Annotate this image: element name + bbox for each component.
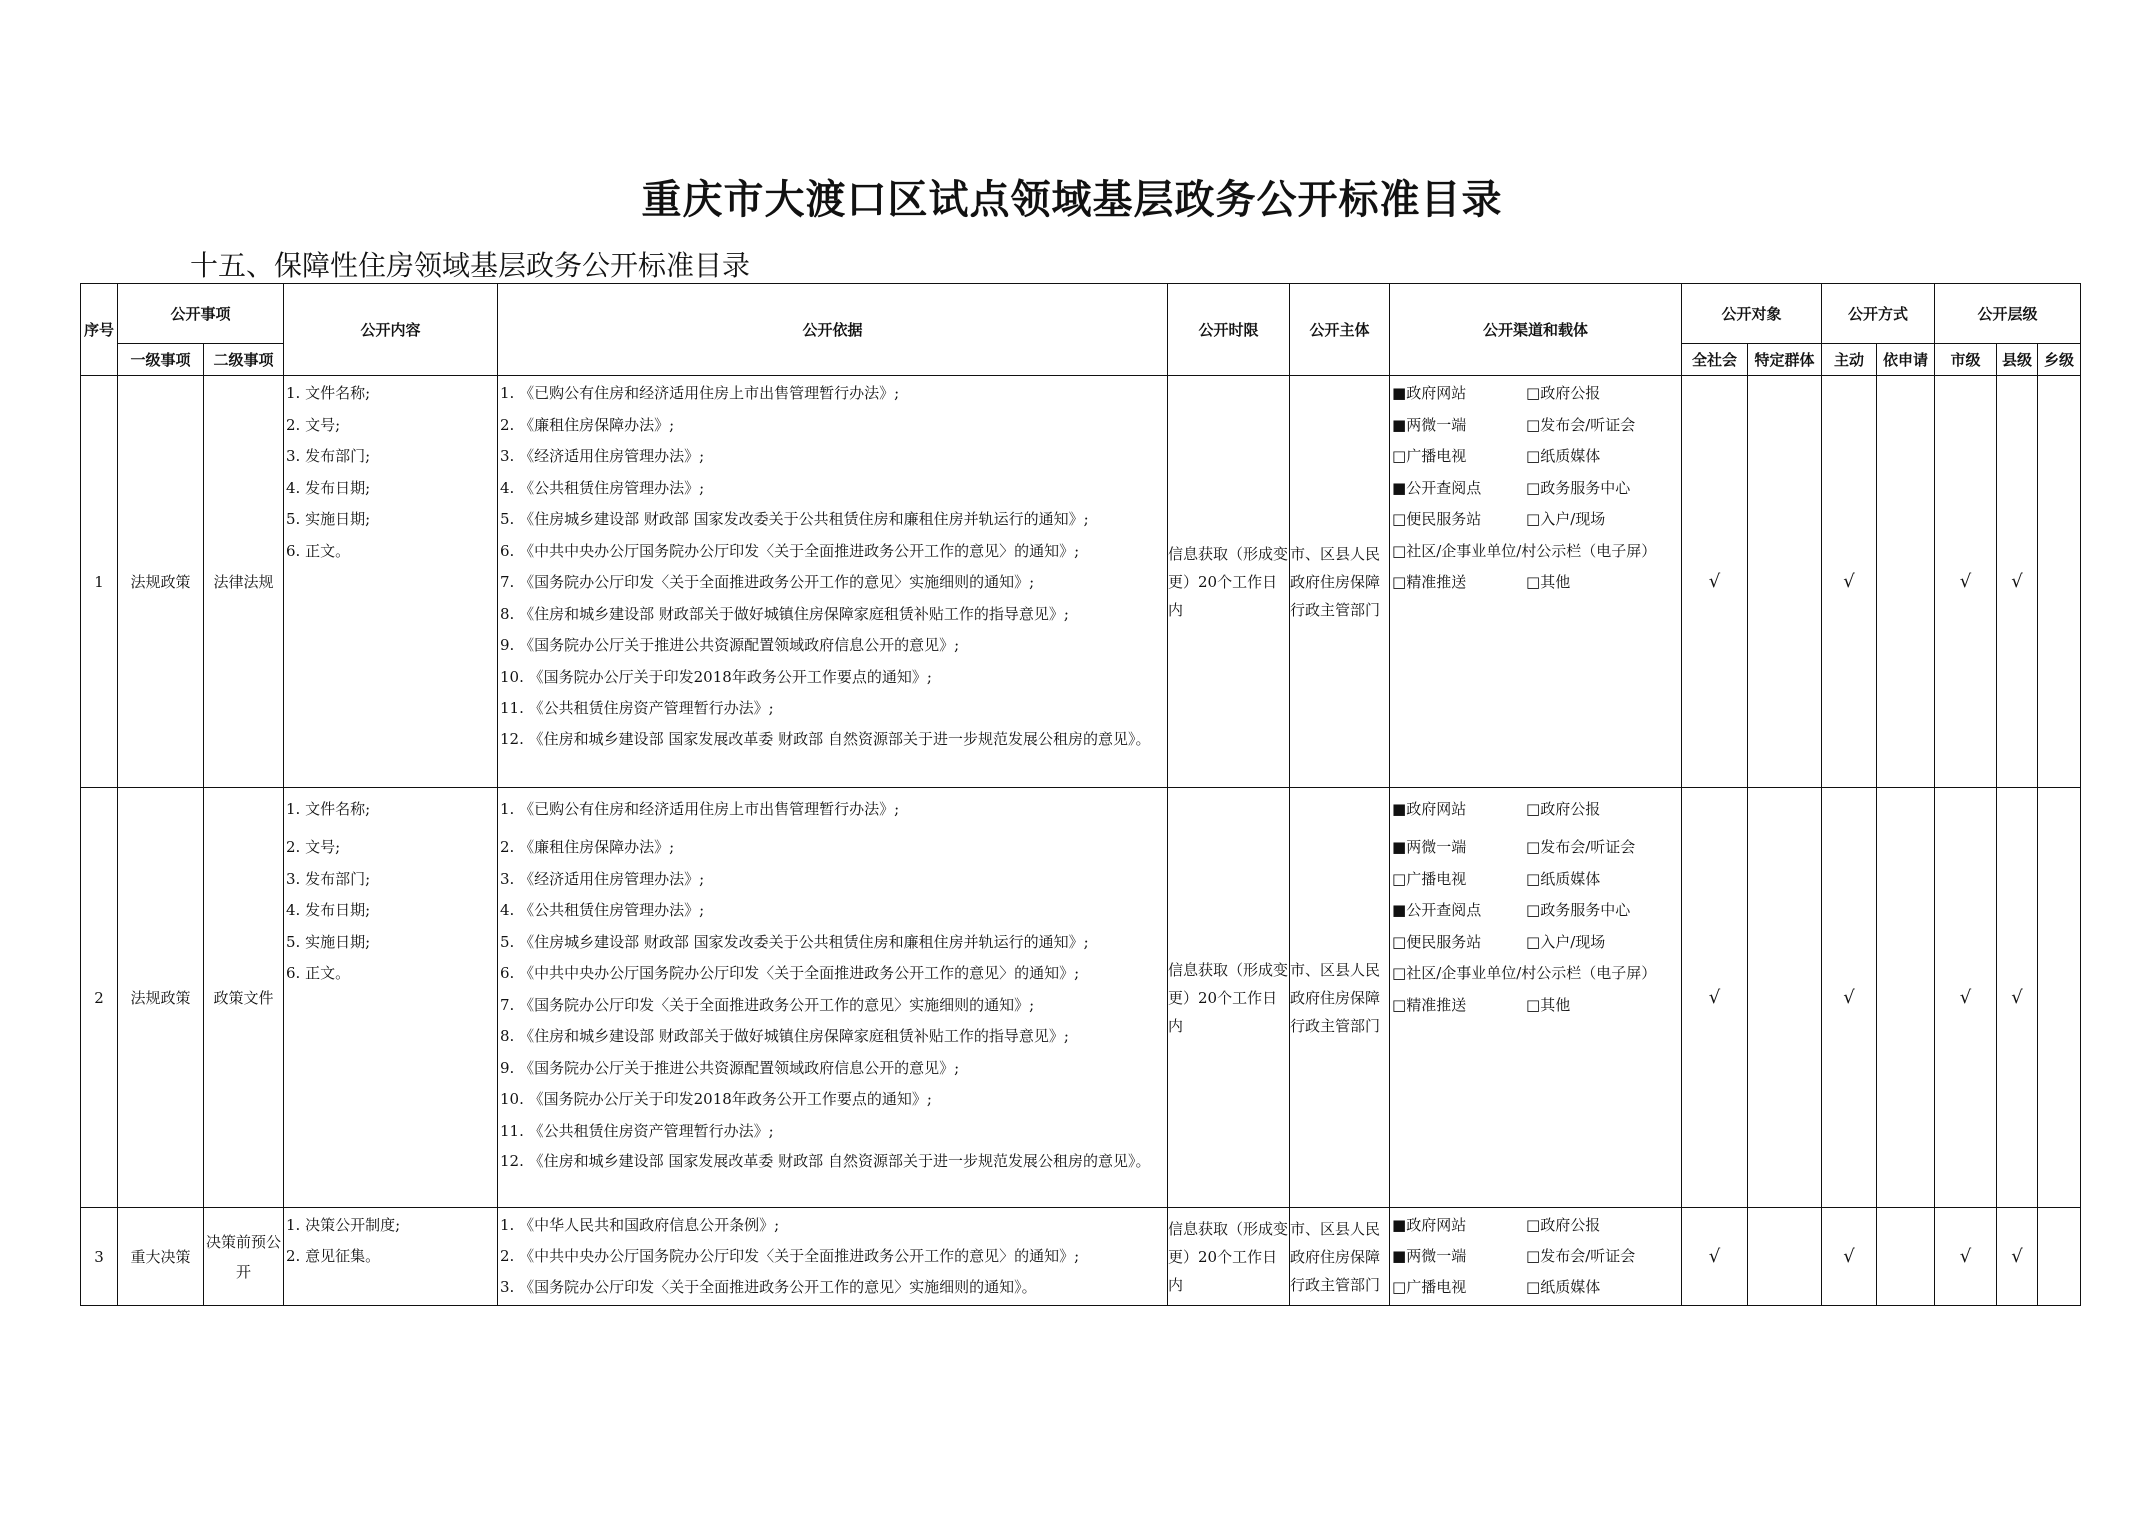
basis-item: 11. 《公共租赁住房资产管理暂行办法》; — [500, 1121, 774, 1140]
content-item: 2. 文号; — [286, 838, 341, 856]
header-basis: 公开依据 — [498, 284, 1168, 376]
basis-item: 3. 《经济适用住房管理办法》; — [500, 869, 705, 888]
basis-item: 2. 《廉租住房保障办法》; — [500, 838, 675, 856]
basis-item: 2. 《中共中央办公厅国务院办公厅印发〈关于全面推进政务公开工作的意见〉的通知》; — [500, 1247, 1080, 1265]
check-level-township — [2038, 1208, 2081, 1306]
channel-option: □便民服务站 — [1392, 932, 1482, 951]
row-subject: 市、区县人民政府住房保障行政主管部门 — [1290, 376, 1390, 788]
channel-option: ■两微一端 — [1392, 1247, 1467, 1265]
content-item: 3. 发布部门; — [286, 869, 371, 888]
header-level-township: 乡级 — [2038, 344, 2081, 376]
channel-option: ■政府网站 — [1392, 800, 1467, 818]
channel-option: □政务服务中心 — [1526, 478, 1631, 497]
basis-item: 8. 《住房和城乡建设部 财政部关于做好城镇住房保障家庭租赁补贴工作的指导意见》; — [500, 604, 1069, 623]
basis-item: 5. 《住房城乡建设部 财政部 国家发改委关于公共租赁住房和廉租住房并轨运行的通知》; — [500, 510, 1089, 528]
row-level2: 政策文件 — [204, 788, 284, 1208]
content-item: 6. 正文。 — [286, 964, 351, 982]
row-basis — [498, 376, 1168, 788]
basis-item: 4. 《公共租赁住房管理办法》; — [500, 901, 705, 919]
content-item: 1. 文件名称; — [286, 384, 371, 402]
check-level-township — [2038, 788, 2081, 1208]
header-channels: 公开渠道和载体 — [1390, 284, 1682, 376]
basis-item: 12. 《住房和城乡建设部 国家发展改革委 财政部 自然资源部关于进一步规范发展公租房的意见》。 — [500, 729, 1151, 748]
basis-item: 3. 《国务院办公厅印发〈关于全面推进政务公开工作的意见〉实施细则的通知》。 — [500, 1278, 1037, 1296]
basis-item: 9. 《国务院办公厅关于推进公共资源配置领域政府信息公开的意见》; — [500, 1058, 960, 1077]
channel-option: □广播电视 — [1392, 447, 1467, 465]
check-target-all: √ — [1682, 1208, 1748, 1306]
basis-item: 7. 《国务院办公厅印发〈关于全面推进政务公开工作的意见〉实施细则的通知》; — [500, 573, 1035, 591]
channel-option: □政府公报 — [1526, 800, 1601, 818]
row-channels — [1390, 1208, 1682, 1306]
catalog-table — [80, 283, 2081, 1306]
check-target-all: √ — [1682, 788, 1748, 1208]
channel-option: □入户/现场 — [1526, 932, 1606, 951]
content-item: 5. 实施日期; — [286, 510, 371, 528]
channel-option: □其他 — [1526, 995, 1571, 1014]
check-level-county: √ — [1997, 376, 2038, 788]
row-subject: 市、区县人民政府住房保障行政主管部门 — [1290, 1208, 1390, 1306]
header-method-apply: 依申请 — [1877, 344, 1935, 376]
header-content: 公开内容 — [284, 284, 498, 376]
row-level1: 法规政策 — [118, 376, 204, 788]
header-level: 公开层级 — [1935, 284, 2081, 344]
row-channels — [1390, 788, 1682, 1208]
basis-item: 1. 《中华人民共和国政府信息公开条例》; — [500, 1216, 780, 1234]
channel-option: □政府公报 — [1526, 384, 1601, 402]
basis-item: 11. 《公共租赁住房资产管理暂行办法》; — [500, 699, 774, 717]
row-seq: 2 — [81, 788, 118, 1208]
table-row — [81, 376, 2081, 788]
table-row — [81, 1208, 2081, 1306]
channel-option: ■两微一端 — [1392, 415, 1467, 434]
check-level-city: √ — [1935, 376, 1997, 788]
row-time-limit: 信息获取（形成变更）20个工作日内 — [1168, 376, 1290, 788]
basis-item: 1. 《已购公有住房和经济适用住房上市出售管理暂行办法》; — [500, 384, 900, 402]
check-method-apply — [1877, 1208, 1935, 1306]
row-content — [284, 788, 498, 1208]
channel-option: □发布会/听证会 — [1526, 838, 1636, 856]
check-method-active: √ — [1822, 788, 1877, 1208]
check-level-city: √ — [1935, 1208, 1997, 1306]
header-matter: 公开事项 — [118, 284, 284, 344]
check-method-active: √ — [1822, 376, 1877, 788]
basis-item: 4. 《公共租赁住房管理办法》; — [500, 478, 705, 497]
row-time-limit: 信息获取（形成变更）20个工作日内 — [1168, 1208, 1290, 1306]
row-level2: 法律法规 — [204, 376, 284, 788]
basis-item: 2. 《廉租住房保障办法》; — [500, 415, 675, 434]
channel-option: □其他 — [1526, 573, 1571, 591]
content-item: 1. 决策公开制度; — [286, 1216, 401, 1234]
row-basis — [498, 1208, 1168, 1306]
row-level1: 重大决策 — [118, 1208, 204, 1306]
check-level-county: √ — [1997, 788, 2038, 1208]
header-method-active: 主动 — [1822, 344, 1877, 376]
header-target: 公开对象 — [1682, 284, 1822, 344]
basis-item: 9. 《国务院办公厅关于推进公共资源配置领域政府信息公开的意见》; — [500, 636, 960, 654]
header-time-limit: 公开时限 — [1168, 284, 1290, 376]
header-level2: 二级事项 — [204, 344, 284, 376]
check-level-county: √ — [1997, 1208, 2038, 1306]
channel-option: □纸质媒体 — [1526, 447, 1601, 465]
check-target-specific — [1748, 1208, 1822, 1306]
channel-option: □精准推送 — [1392, 995, 1467, 1014]
basis-item: 7. 《国务院办公厅印发〈关于全面推进政务公开工作的意见〉实施细则的通知》; — [500, 995, 1035, 1014]
channel-option: □入户/现场 — [1526, 510, 1606, 528]
channel-option: ■公开查阅点 — [1392, 478, 1482, 497]
row-time-limit: 信息获取（形成变更）20个工作日内 — [1168, 788, 1290, 1208]
basis-item: 1. 《已购公有住房和经济适用住房上市出售管理暂行办法》; — [500, 800, 900, 818]
content-item: 5. 实施日期; — [286, 932, 371, 951]
check-level-township — [2038, 376, 2081, 788]
row-content — [284, 1208, 498, 1306]
content-item: 3. 发布部门; — [286, 447, 371, 465]
row-basis — [498, 788, 1168, 1208]
check-target-all: √ — [1682, 376, 1748, 788]
channel-option: □政府公报 — [1526, 1216, 1601, 1234]
section-title: 十五、保障性住房领域基层政务公开标准目录 — [190, 249, 751, 282]
check-method-apply — [1877, 788, 1935, 1208]
channel-option: ■公开查阅点 — [1392, 901, 1482, 919]
header-level1: 一级事项 — [118, 344, 204, 376]
basis-item: 10. 《国务院办公厅关于印发2018年政务公开工作要点的通知》; — [500, 1090, 932, 1108]
channel-option: ■政府网站 — [1392, 384, 1467, 402]
channel-option: □发布会/听证会 — [1526, 1247, 1636, 1265]
row-seq: 1 — [81, 376, 118, 788]
content-item: 4. 发布日期; — [286, 478, 371, 497]
channel-option: □社区/企事业单位/村公示栏（电子屏） — [1392, 541, 1657, 560]
header-target-all: 全社会 — [1682, 344, 1748, 376]
basis-item: 10. 《国务院办公厅关于印发2018年政务公开工作要点的通知》; — [500, 667, 932, 686]
basis-item: 6. 《中共中央办公厅国务院办公厅印发〈关于全面推进政务公开工作的意见〉的通知》; — [500, 541, 1080, 560]
check-target-specific — [1748, 376, 1822, 788]
document-title: 重庆市大渡口区试点领域基层政务公开标准目录 — [641, 176, 1503, 223]
channel-option: ■两微一端 — [1392, 838, 1467, 856]
content-item: 2. 文号; — [286, 415, 341, 434]
content-item: 2. 意见征集。 — [286, 1247, 381, 1265]
header-method: 公开方式 — [1822, 284, 1935, 344]
check-method-active: √ — [1822, 1208, 1877, 1306]
channel-option: □纸质媒体 — [1526, 869, 1601, 888]
row-seq: 3 — [81, 1208, 118, 1306]
row-level1: 法规政策 — [118, 788, 204, 1208]
check-method-apply — [1877, 376, 1935, 788]
basis-item: 3. 《经济适用住房管理办法》; — [500, 447, 705, 465]
content-item: 6. 正文。 — [286, 541, 351, 560]
header-seq: 序号 — [81, 284, 118, 376]
header-subject: 公开主体 — [1290, 284, 1390, 376]
basis-item: 6. 《中共中央办公厅国务院办公厅印发〈关于全面推进政务公开工作的意见〉的通知》; — [500, 964, 1080, 982]
check-level-city: √ — [1935, 788, 1997, 1208]
content-item: 4. 发布日期; — [286, 901, 371, 919]
header-level-county: 县级 — [1997, 344, 2038, 376]
row-subject: 市、区县人民政府住房保障行政主管部门 — [1290, 788, 1390, 1208]
channel-option: □便民服务站 — [1392, 510, 1482, 528]
row-level2: 决策前预公开 — [204, 1208, 284, 1306]
basis-item: 8. 《住房和城乡建设部 财政部关于做好城镇住房保障家庭租赁补贴工作的指导意见》; — [500, 1027, 1069, 1045]
basis-item: 5. 《住房城乡建设部 财政部 国家发改委关于公共租赁住房和廉租住房并轨运行的通知》; — [500, 932, 1089, 951]
row-channels — [1390, 376, 1682, 788]
check-target-specific — [1748, 788, 1822, 1208]
row-content — [284, 376, 498, 788]
table-row — [81, 788, 2081, 1208]
channel-option: ■政府网站 — [1392, 1216, 1467, 1234]
basis-item: 12. 《住房和城乡建设部 国家发展改革委 财政部 自然资源部关于进一步规范发展公租房的意见》。 — [500, 1152, 1151, 1170]
channel-option: □精准推送 — [1392, 573, 1467, 591]
header-target-specific: 特定群体 — [1748, 344, 1822, 376]
header-level-city: 市级 — [1935, 344, 1997, 376]
channel-option: □发布会/听证会 — [1526, 415, 1636, 434]
channel-option: □广播电视 — [1392, 869, 1467, 888]
channel-option: □纸质媒体 — [1526, 1278, 1601, 1296]
channel-option: □政务服务中心 — [1526, 901, 1631, 919]
channel-option: □广播电视 — [1392, 1278, 1467, 1296]
content-item: 1. 文件名称; — [286, 800, 371, 818]
channel-option: □社区/企事业单位/村公示栏（电子屏） — [1392, 964, 1657, 982]
